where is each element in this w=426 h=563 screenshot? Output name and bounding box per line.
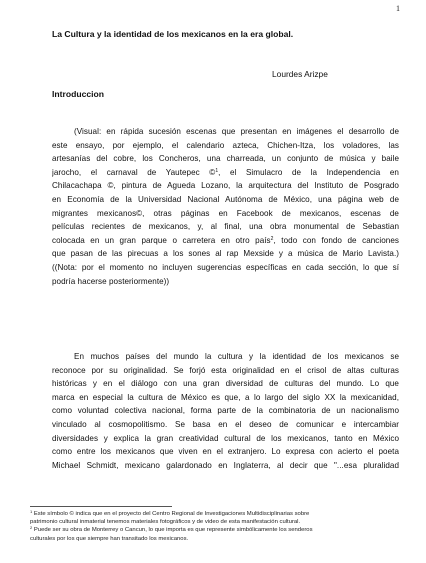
text-segment: , todo con fondo de canciones [273,235,399,245]
text-line: Chilacachapa ©, pintura de Agueda Lozano, la arquitectura del Instituto de Posgrado [52,181,399,191]
text-line: películas recientes de mexicanos, y, al final, una obra monumental de Sebastian [52,222,399,232]
footnote-mark: 1 [30,509,33,514]
footnote-text: patrimonio cultural inmaterial tenemos materiales fotográficos y de video de esta manifestación cultural. [30,519,301,526]
text-line: Michael Schmidt, mexicano galardonado en Inglaterra, al decir que "...esa pluralidad [52,460,399,470]
text-line: que pasan de las pirecuas a los sones al rap Mexside y a música de Mario Lavista.) [52,249,399,259]
text-line: ((Nota: por el momento no incluyen sugerencias específicas en cada sección, lo que sí [52,262,399,272]
paragraph-visual-note [52,125,399,288]
footnote-ref-1: 1 [215,167,219,174]
text-line: podría hacerse posteriormente)) [52,276,170,286]
text-line: históricas y en el diálogo con una gran diversidad de culturas del mundo. Lo que [52,379,399,389]
footnote-text: Puede ser su obra de Monterrey o Cancun, lo que importa es que represente simbólicamente los senderos [33,527,313,534]
footnote-mark: 2 [30,525,33,531]
text-line: (Visual: en rápida sucesión escenas que presentan en imágenes el desarrollo de [74,127,399,136]
footnote-2 [30,526,380,534]
text-line: diversidades y explica la gran creatividad cultural de los mexicanos, tanto en México [52,433,399,443]
footnotes [30,510,380,543]
footnote-divider [30,506,172,507]
text-line: vinculado al cosmopolitismo. Se basa en el deseo de comunicar e intercambiar [52,419,399,429]
text-line: este ensayo, por ejemplo, el calendario azteca, Chichen-Itza, los voladores, las [52,140,399,150]
text-line: En muchos países del mundo la cultura y la identidad de los mexicanos se [74,352,399,361]
footnote-ref-2: 2 [270,235,274,242]
text-segment: colocada en un gran parque o carretera en otro país [52,235,271,245]
text-segment: , el Simulacro de la Independencia en [218,167,399,177]
footnote-1 [30,510,380,518]
text-line: marca en especial la cultura de México es que, a lo largo del siglo XX la mexicanidad, [52,392,399,402]
footnote-text: culturales por los que siempre han transitado los mexicanos. [30,535,189,542]
text-line: migrantes mexicanos©, otras páginas en Facebook de mexicanos, escenas de [52,208,399,218]
footnote-1-continued [30,518,380,526]
author-name: Lourdes Arizpe [272,69,328,79]
document-title: La Cultura y la identidad de los mexicanos en la era global. [52,29,294,39]
text-line: reconoce por su originalidad. Se forjó esta originalidad en el crisol de altas culturas [52,365,399,375]
text-line: artesanías del cobre, los Concheros, una charreada, un conjunto de música y baile [52,154,399,164]
footnote-2-continued [30,535,380,543]
text-line: como entre los mexicanos que viven en el extranjero. Lo expresa con acierto el poeta [52,447,399,457]
page-number: 1 [396,4,400,13]
text-line [52,234,399,248]
section-heading: Introduccion [52,89,105,99]
text-line: en Economía de la Universidad Nacional Autónoma de México, una página web de [52,194,399,204]
text-line [52,166,399,180]
text-line: como voluntad colectiva nacional, forma parte de la combinatoria de un nacionalismo [52,406,399,416]
footnote-text: Este símbolo © indica que en el proyecto del Centro Regional de Investigaciones Multidisciplinarias sobre [33,511,310,517]
text-segment: jarocho, el carnaval de Yautepec © [52,167,216,177]
paragraph-body [52,350,399,472]
